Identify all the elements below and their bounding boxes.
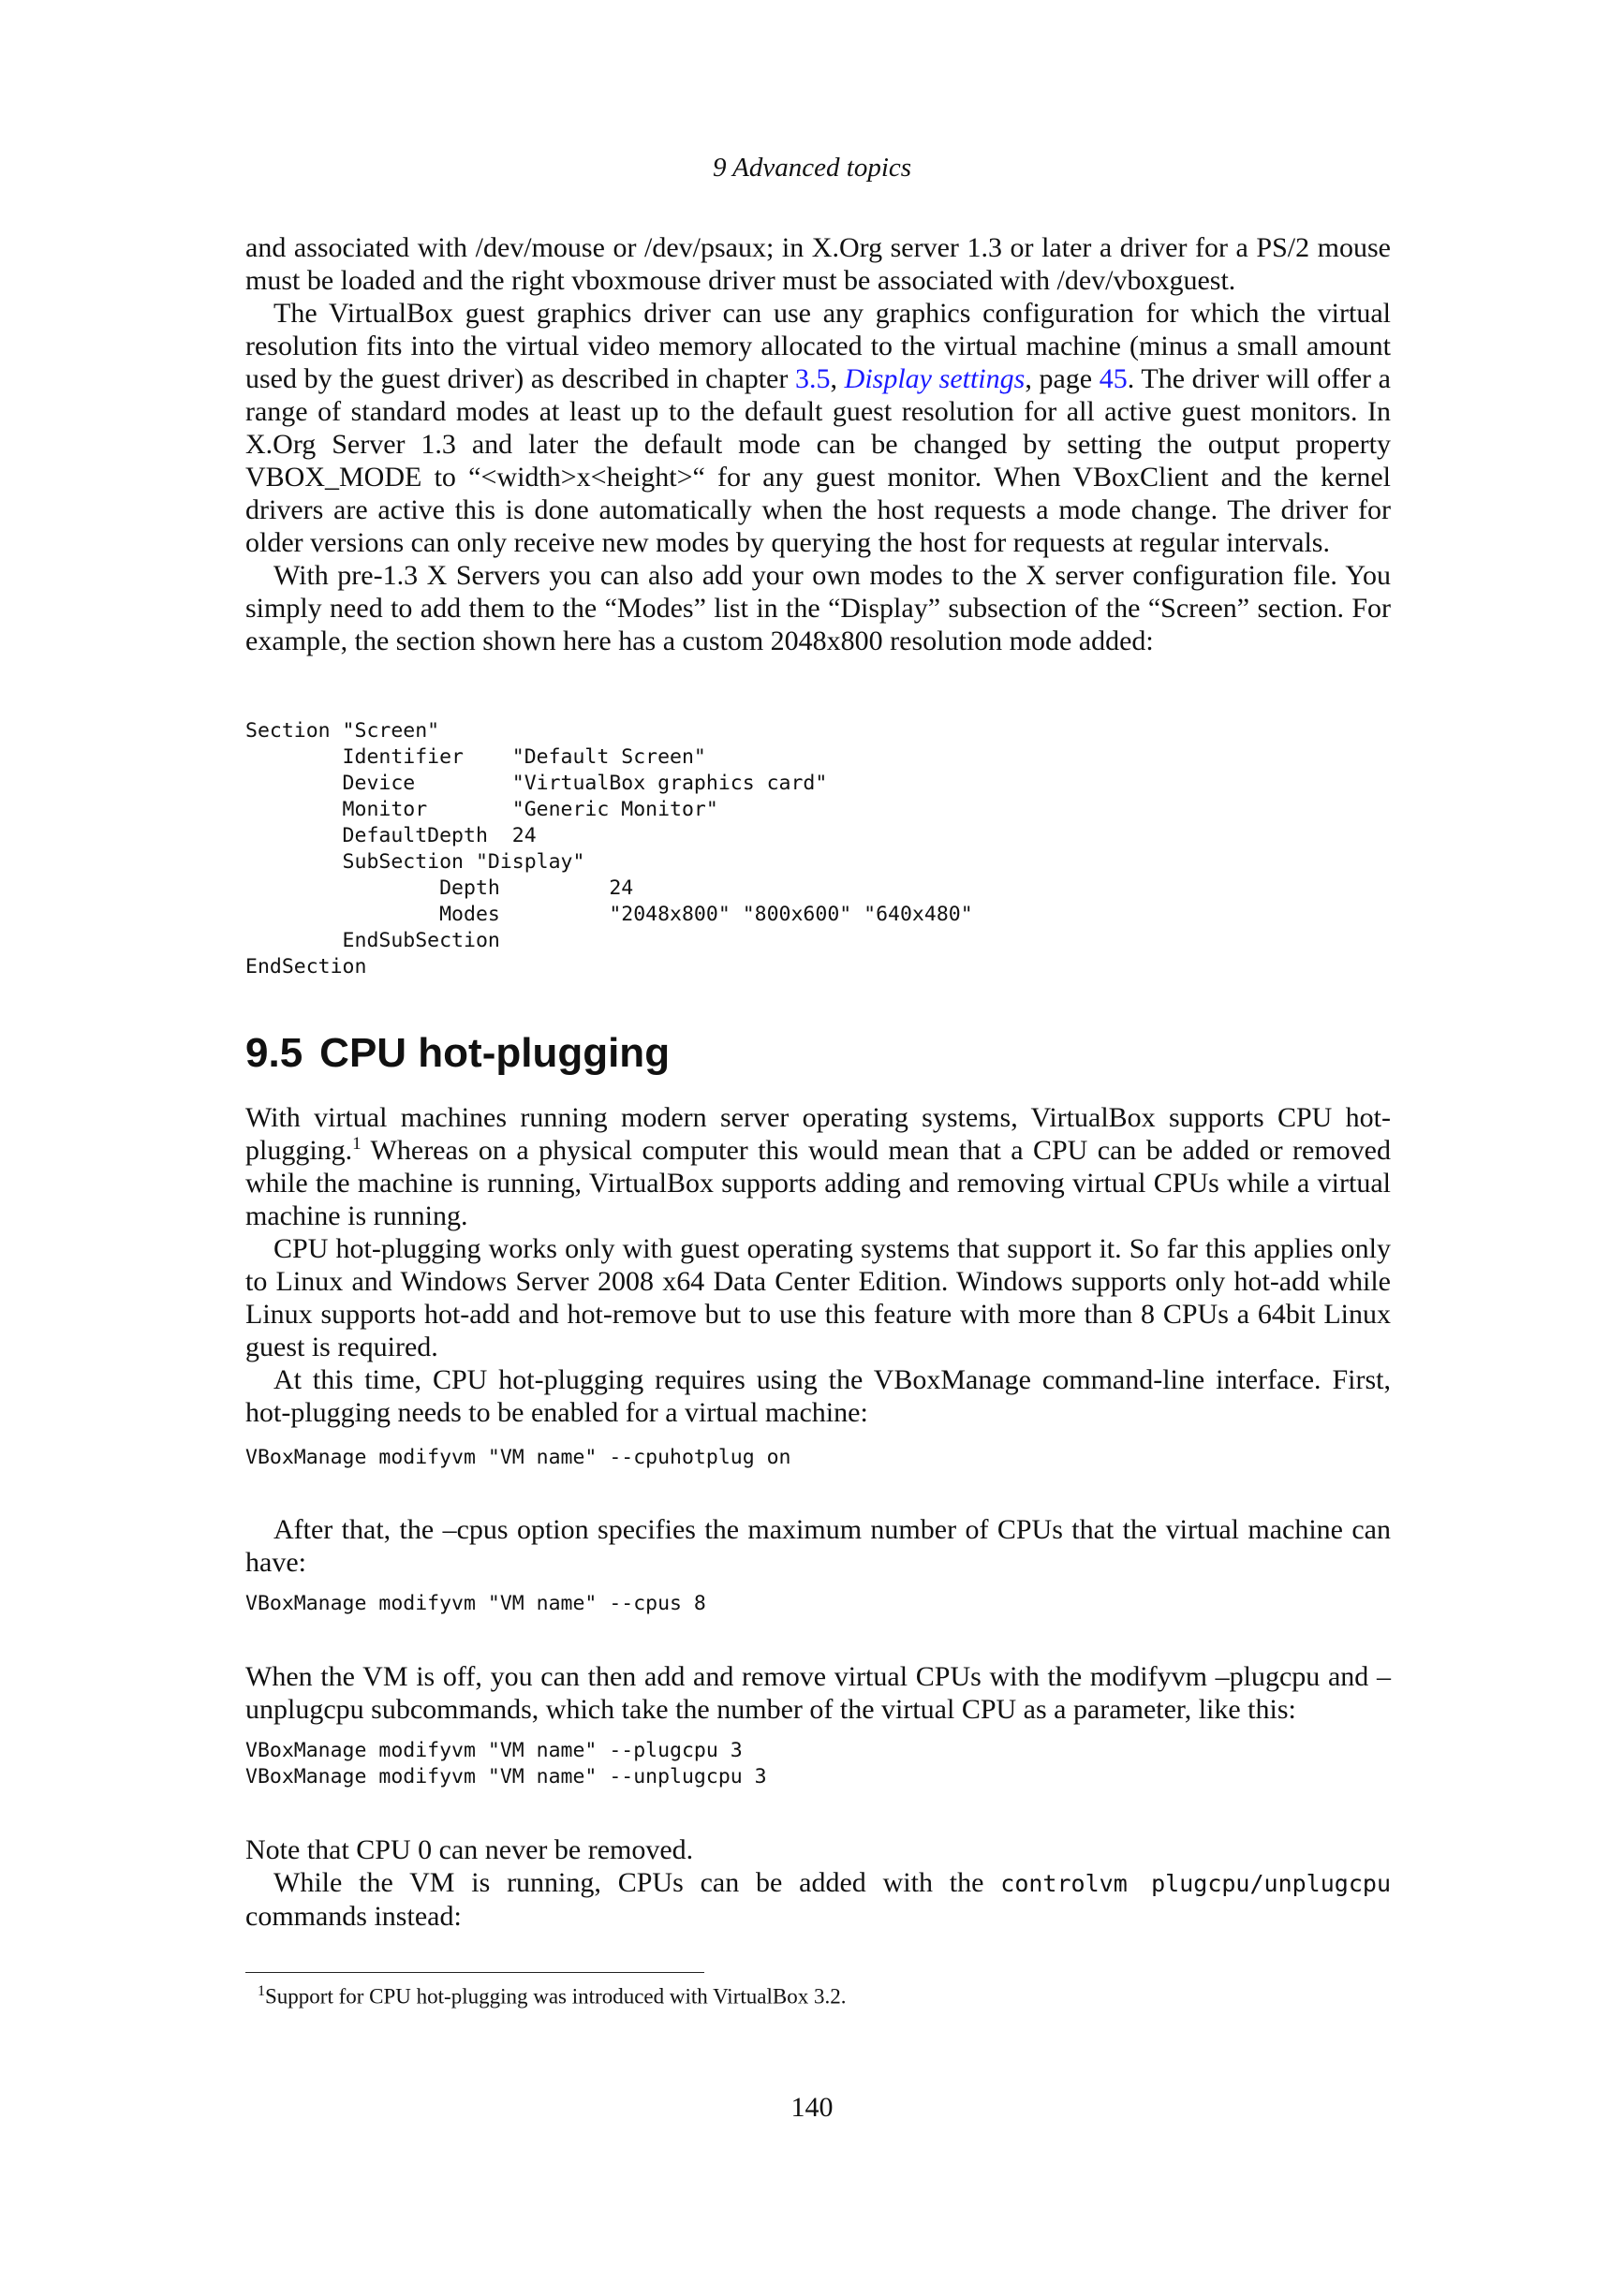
- section-number: 9.5: [245, 1030, 303, 1076]
- display-settings-link[interactable]: Display settings: [844, 363, 1026, 394]
- footnote-text: Support for CPU hot-plugging was introduced with VirtualBox 3.2.: [265, 1984, 847, 2009]
- code-cpuhotplug: VBoxManage modifyvm "VM name" --cpuhotplug on: [245, 1446, 791, 1469]
- footnote: [258, 1983, 846, 2009]
- paragraph-custom-modes: With pre-1.3 X Servers you can also add your own modes to the X server configuration file. You simply need to add them to the “Modes” list in the “Display” subsection of the “Screen” section. For example, the section shown here has a custom 2048x800 resolution mode added:: [245, 560, 1391, 656]
- text-span: commands instead:: [245, 1901, 462, 1932]
- footnote-rule: [245, 1972, 704, 1973]
- inline-code: controlvm plugcpu/unplugcpu: [1000, 1870, 1391, 1897]
- paragraph-graphics-driver: [245, 297, 1391, 559]
- text-block-display: [245, 231, 1391, 657]
- code-cpus: VBoxManage modifyvm "VM name" --cpus 8: [245, 1592, 706, 1615]
- page-number: 140: [790, 2092, 834, 2123]
- footnote-marker[interactable]: 1: [352, 1134, 362, 1154]
- paragraph-plugcpu: When the VM is off, you can then add and remove virtual CPUs with the modifyvm –plugcpu and –unplugcpu subcommands, which take the number of the virtual CPU as a parameter, like this:: [245, 1661, 1391, 1725]
- paragraph-controlvm: [245, 1866, 1391, 1933]
- section-title: CPU hot-plugging: [319, 1030, 671, 1076]
- text-span: The VirtualBox guest graphics driver can use any graphics configuration for which the virtual resolution fits into the virtual video memory allocated to the virtual machine (minus a small amount used by the guest driver) as described in chapter: [245, 298, 1391, 394]
- text-span: While the VM is running, CPUs can be added with the: [273, 1867, 1001, 1898]
- text-block-controlvm: [245, 1833, 1391, 1933]
- paragraph-vboxmanage: At this time, CPU hot-plugging requires using the VBoxManage command-line interface. First, hot-plugging needs to be enabled for a virtual machine:: [245, 1364, 1391, 1428]
- paragraph-mouse-driver: and associated with /dev/mouse or /dev/psaux; in X.Org server 1.3 or later a driver for a PS/2 mouse must be loaded and the right vboxmouse driver must be associated with /dev/vboxguest.: [245, 232, 1391, 296]
- text-span: , page: [1025, 363, 1100, 394]
- paragraph-cpu0: Note that CPU 0 can never be removed.: [245, 1834, 694, 1865]
- text-span: ,: [830, 363, 845, 394]
- text-span: . The driver will offer a range of standard modes at least up to the default guest resolution for all active guest monitors. In X.Org Server 1.3 and later the default mode can be changed by setting the output property VBOX_MODE to “<width>x<height>“ for any guest monitor. When VBoxClient and the kernel drivers are active this is done automatically when the host requests a mode change. The driver for older versions can only receive new modes by querying the host for requests at regular intervals.: [245, 363, 1391, 558]
- code-plugcpu: VBoxManage modifyvm "VM name" --plugcpu 3 VBoxManage modifyvm "VM name" --unplugcpu 3: [245, 1739, 767, 1788]
- text-block-cpus: [245, 1513, 1391, 1579]
- text-block-plugcpu: [245, 1660, 1391, 1726]
- page-link[interactable]: 45: [1099, 363, 1128, 394]
- text-span: Whereas on a physical computer this would mean that a CPU can be added or removed while the machine is running, VirtualBox supports adding and removing virtual CPUs while a virtual machine is running.: [245, 1135, 1391, 1231]
- chapter-link[interactable]: 3.5: [795, 363, 831, 394]
- paragraph-guest-support: CPU hot-plugging works only with guest operating systems that support it. So far this applies only to Linux and Windows Server 2008 x64 Data Center Edition. Windows supports only hot-add while Linux supports hot-add and hot-remove but to use this feature with more than 8 CPUs a 64bit Linux guest is required.: [245, 1233, 1391, 1362]
- footnote-number: 1: [258, 1983, 265, 1999]
- running-header: 9 Advanced topics: [712, 153, 912, 183]
- section-heading: [245, 1030, 670, 1077]
- paragraph-cpus-option: After that, the –cpus option specifies the maximum number of CPUs that the virtual machine can have:: [245, 1514, 1391, 1578]
- text-span: With virtual machines running modern server operating systems, VirtualBox supports CPU hot-plugging.: [245, 1102, 1391, 1166]
- text-block-hotplug-intro: [245, 1101, 1391, 1429]
- paragraph-hotplug-support: [245, 1101, 1391, 1232]
- code-block-screen-section: Section "Screen" Identifier "Default Screen" Device "VirtualBox graphics card" Monitor "Generic Monitor" DefaultDepth 24 SubSection "Display" Depth 24 Modes "2048x800" "800x600" "640x480" EndSubSection EndSection: [245, 719, 973, 979]
